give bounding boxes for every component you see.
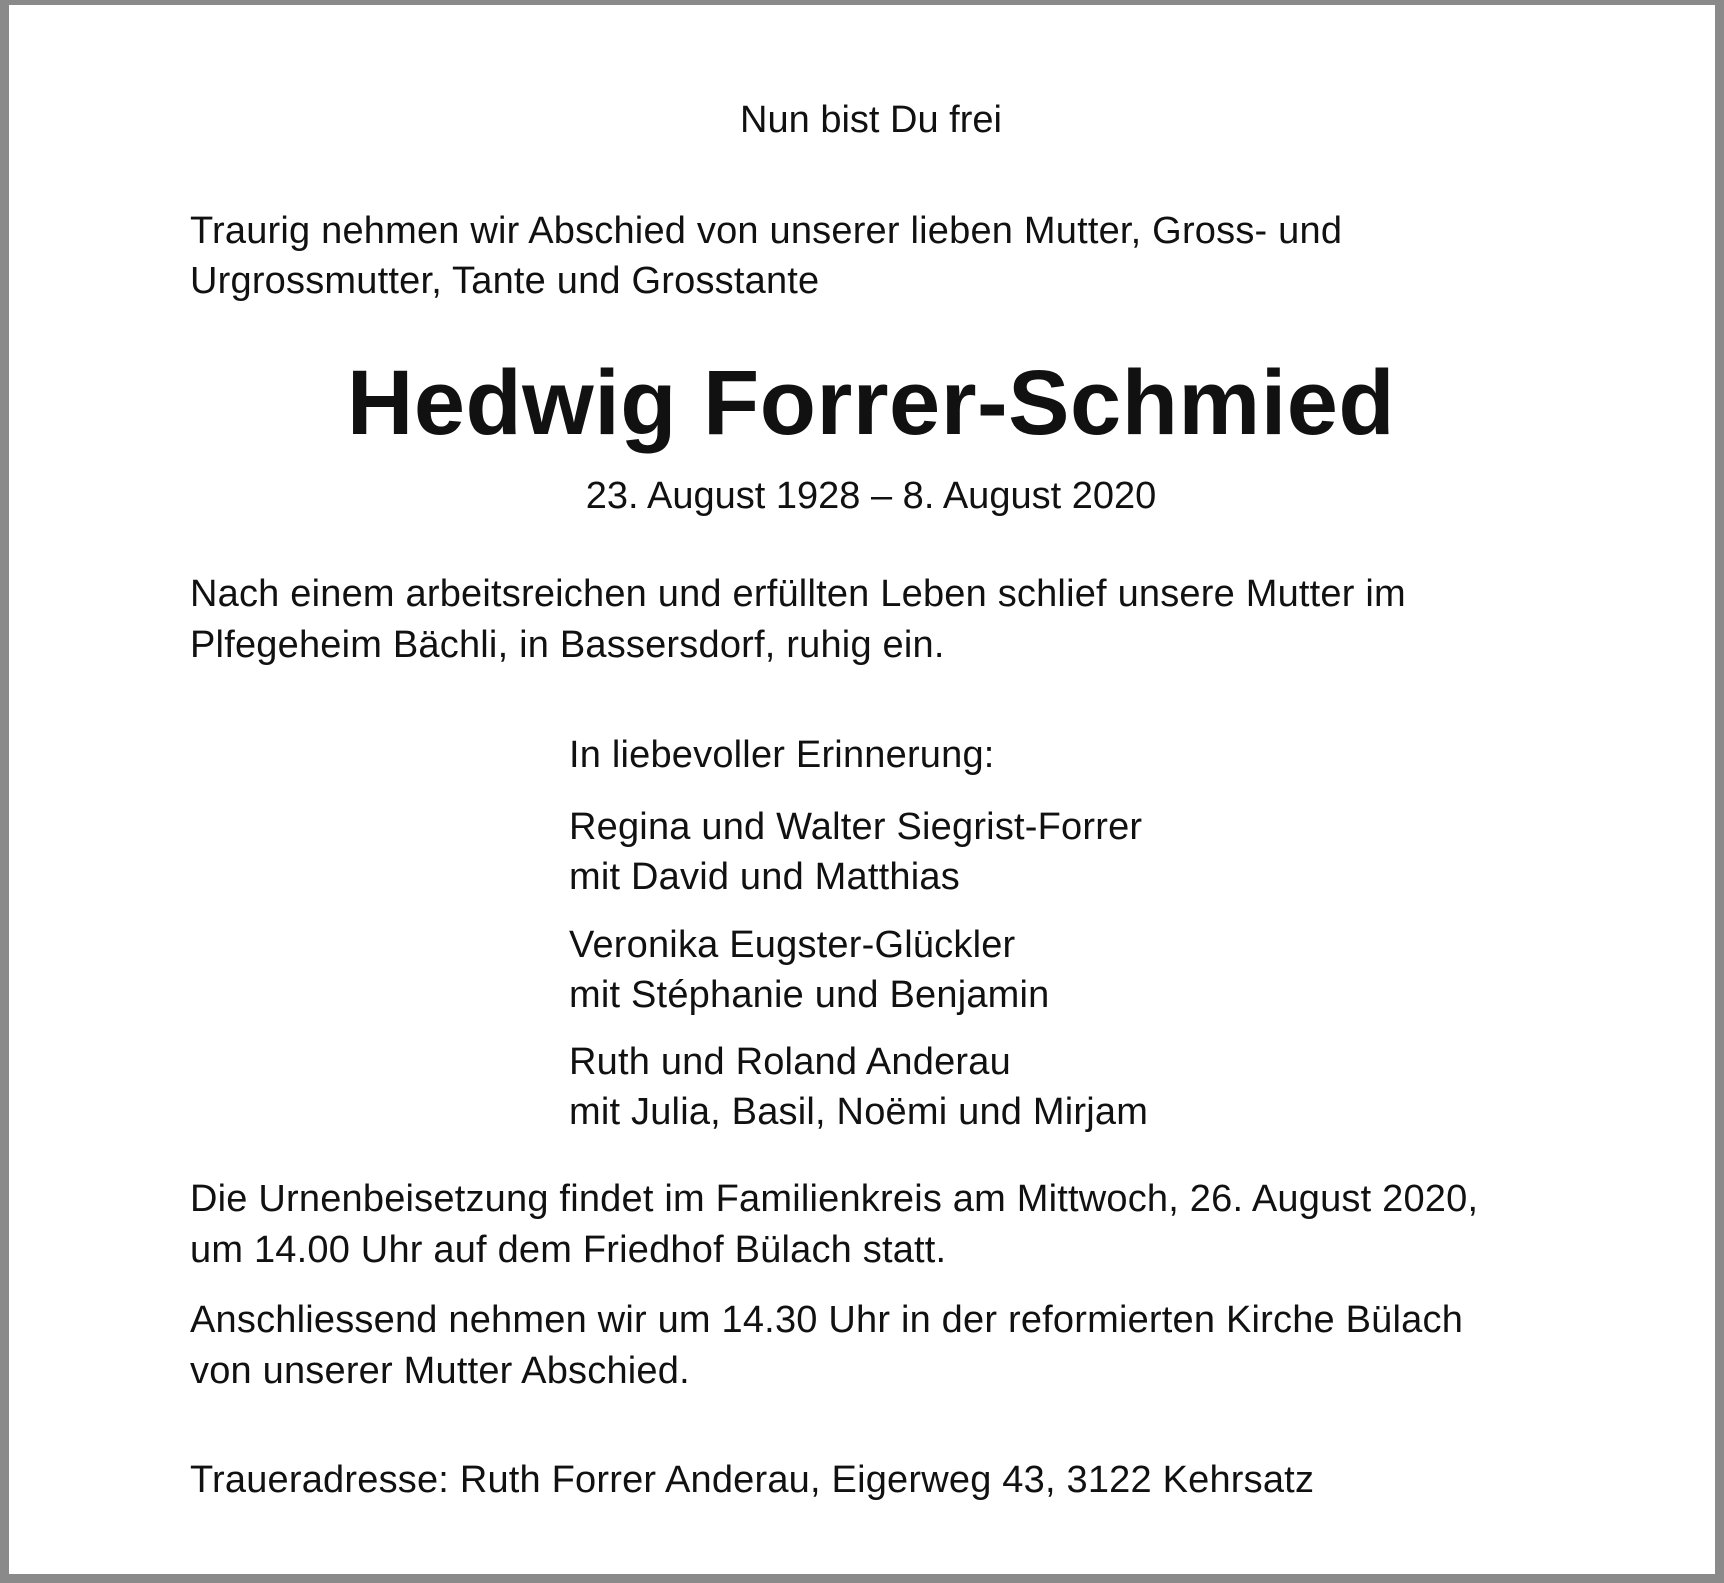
life-dates: 23. August 1928 – 8. August 2020 (585, 475, 1157, 517)
family-1-names: Regina und Walter Siegrist-Forrer (569, 806, 1143, 848)
passing-line-1: Nach einem arbeitsreichen und erfüllten Leben schlief unsere Mutter im (190, 573, 1406, 615)
family-2-children: mit Stéphanie und Benjamin (569, 974, 1050, 1016)
farewell-line-2: von unserer Mutter Abschied. (190, 1350, 690, 1392)
family-3-children: mit Julia, Basil, Noëmi und Mirjam (569, 1091, 1149, 1133)
burial-line-2: um 14.00 Uhr auf dem Friedhof Bülach statt. (190, 1229, 947, 1271)
mourning-address: Traueradresse: Ruth Forrer Anderau, Eigerweg 43, 3122 Kehrsatz (190, 1459, 1315, 1501)
mourners-heading: In liebevoller Erinnerung: (569, 734, 995, 776)
deceased-name: Hedwig Forrer-Schmied (346, 352, 1396, 454)
family-3-names: Ruth und Roland Anderau (569, 1041, 1011, 1083)
intro-line-1: Traurig nehmen wir Abschied von unserer lieben Mutter, Gross- und (190, 210, 1343, 252)
burial-line-1: Die Urnenbeisetzung findet im Familienkreis am Mittwoch, 26. August 2020, (190, 1178, 1479, 1220)
motto: Nun bist Du frei (740, 99, 1002, 141)
passing-line-2: Plfegeheim Bächli, in Bassersdorf, ruhig ein. (190, 624, 945, 666)
family-2-names: Veronika Eugster-Glückler (569, 924, 1016, 966)
farewell-line-1: Anschliessend nehmen wir um 14.30 Uhr in der reformierten Kirche Bülach (190, 1299, 1464, 1341)
intro-line-2: Urgrossmutter, Tante und Grosstante (190, 260, 820, 302)
family-1-children: mit David und Matthias (569, 856, 960, 898)
